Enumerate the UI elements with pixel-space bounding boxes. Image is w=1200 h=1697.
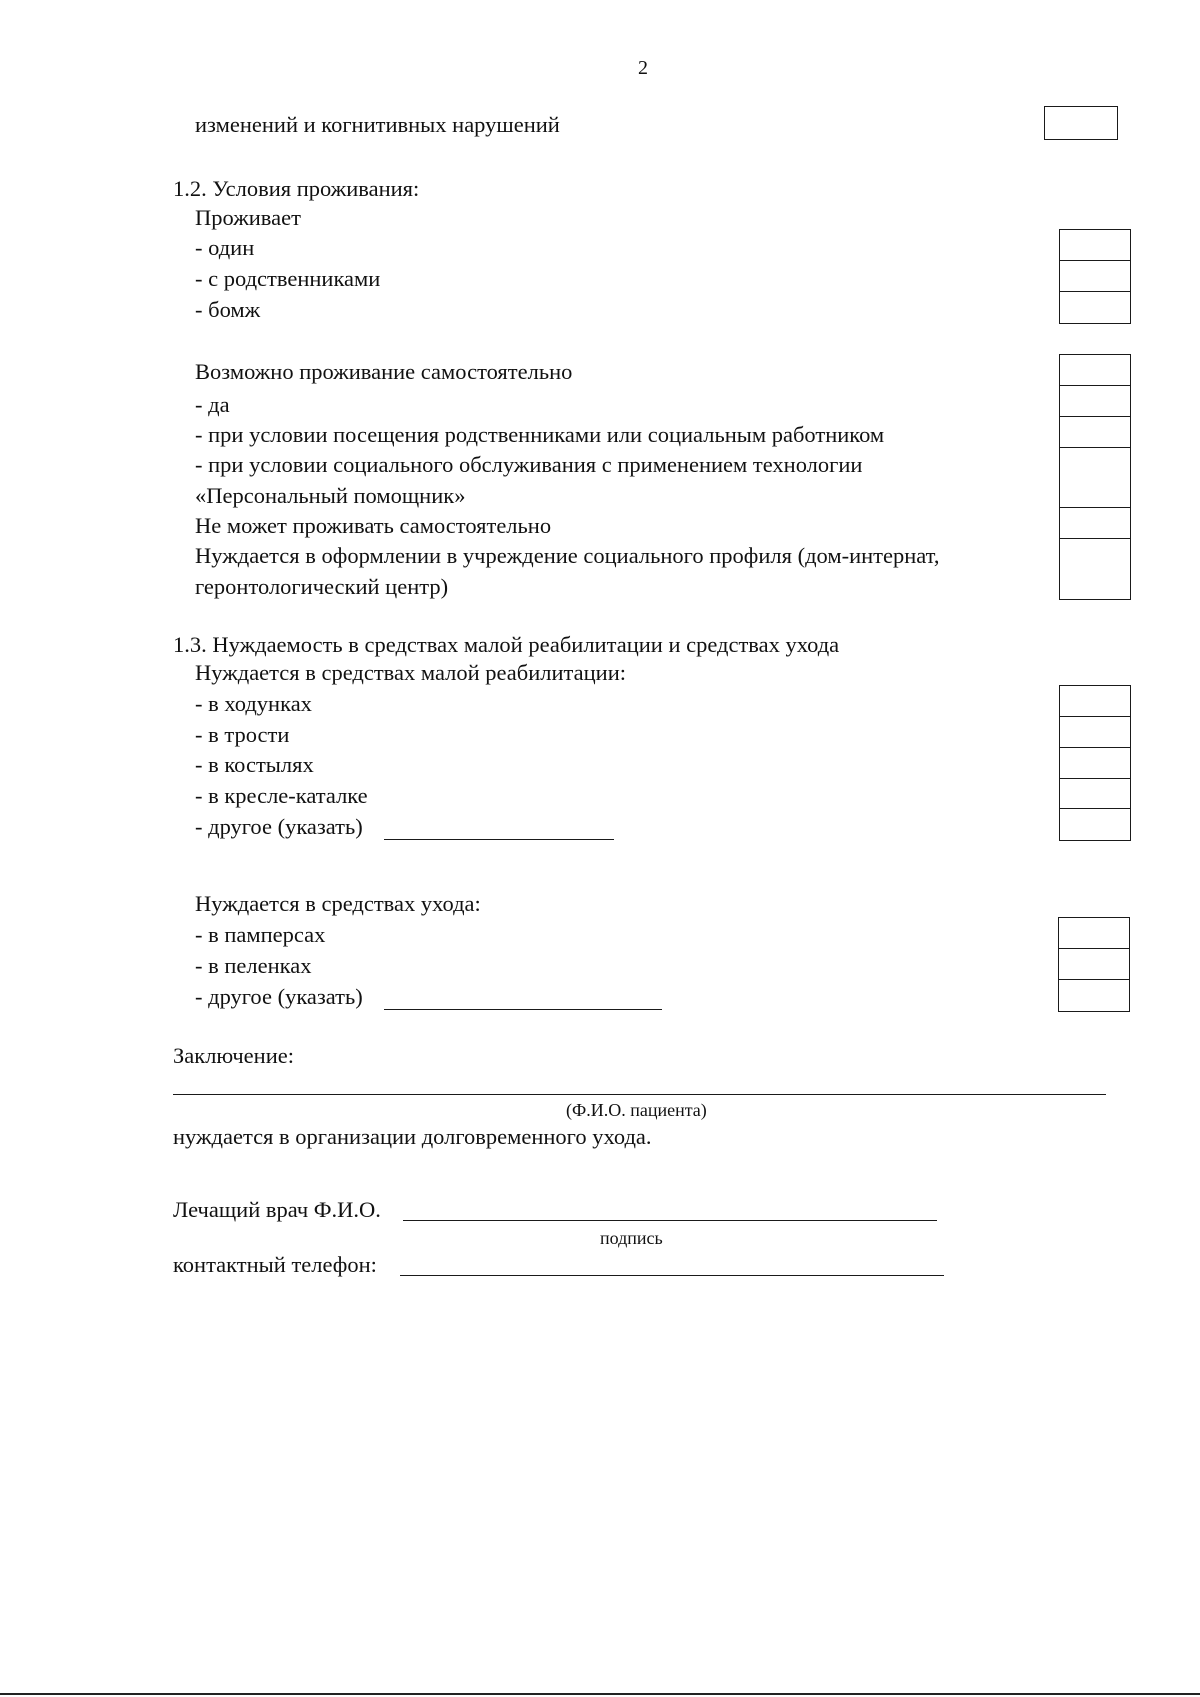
conclusion-label: Заключение: <box>173 1043 294 1068</box>
patient-name-caption: (Ф.И.О. пациента) <box>566 1100 707 1120</box>
lives-checkbox-homeless[interactable] <box>1060 292 1130 322</box>
self-option-cannot: Не может проживать самостоятельно <box>195 513 552 538</box>
care-checkbox-diapers[interactable] <box>1059 918 1129 949</box>
lives-option-homeless: - бомж <box>195 297 261 322</box>
self-option-visits: - при условии посещения родственниками или социальным работником <box>195 422 885 447</box>
self-checkbox-institution[interactable] <box>1060 539 1130 598</box>
section-1-3-heading: 1.3. Нуждаемость в средствах малой реабилитации и средствах ухода <box>173 632 840 657</box>
intro-checkbox[interactable] <box>1044 106 1118 140</box>
intro-text: изменений и когнитивных нарушений <box>195 112 560 137</box>
doctor-name-input-line[interactable] <box>403 1220 937 1221</box>
signature-caption: подпись <box>600 1228 663 1248</box>
doctor-label: Лечащий врач Ф.И.О. <box>173 1197 381 1222</box>
self-checkbox-cannot[interactable] <box>1060 508 1130 539</box>
phone-input-line[interactable] <box>400 1275 944 1276</box>
care-option-diapers: - в памперсах <box>195 922 326 947</box>
rehab-checkbox-table <box>1059 685 1131 841</box>
care-checkbox-other[interactable] <box>1059 980 1129 1010</box>
self-checkbox-header[interactable] <box>1060 355 1130 386</box>
rehab-option-walker: - в ходунках <box>195 691 312 716</box>
self-option-social-service: - при условии социального обслуживания с применением технологии <box>195 452 863 477</box>
section-1-2-heading: 1.2. Условия проживания: <box>173 176 420 201</box>
self-checkbox-social-service[interactable] <box>1060 448 1130 508</box>
rehab-checkbox-crutches[interactable] <box>1060 748 1130 779</box>
phone-label: контактный телефон: <box>173 1252 377 1277</box>
rehab-checkbox-walker[interactable] <box>1060 686 1130 717</box>
rehab-option-other: - другое (указать) <box>195 814 363 839</box>
patient-name-input-line[interactable] <box>173 1094 1106 1095</box>
lives-option-alone: - один <box>195 235 255 260</box>
lives-checkbox-table <box>1059 229 1131 324</box>
care-option-other: - другое (указать) <box>195 984 363 1009</box>
self-living-checkbox-table <box>1059 354 1131 600</box>
self-option-social-service-cont: «Персональный помощник» <box>195 483 466 508</box>
lives-checkbox-alone[interactable] <box>1060 230 1130 261</box>
rehab-other-input-line[interactable] <box>384 839 614 840</box>
care-option-sheets: - в пеленках <box>195 953 312 978</box>
self-option-institution: Нуждается в оформлении в учреждение социального профиля (дом-интернат, <box>195 543 940 568</box>
rehab-checkbox-wheelchair[interactable] <box>1060 779 1130 809</box>
self-checkbox-yes[interactable] <box>1060 386 1130 417</box>
page-bottom-edge <box>0 1693 1200 1695</box>
rehab-option-crutches: - в костылях <box>195 752 314 777</box>
rehab-label: Нуждается в средствах малой реабилитации: <box>195 660 627 685</box>
care-checkbox-sheets[interactable] <box>1059 949 1129 980</box>
page-number: 2 <box>638 57 648 79</box>
self-option-institution-cont: геронтологический центр) <box>195 574 449 599</box>
rehab-checkbox-other[interactable] <box>1060 809 1130 839</box>
self-option-yes: - да <box>195 392 230 417</box>
lives-label: Проживает <box>195 205 301 230</box>
rehab-option-wheelchair: - в кресле-каталке <box>195 783 368 808</box>
care-checkbox-table <box>1058 917 1130 1012</box>
conclusion-statement: нуждается в организации долговременного ухода. <box>173 1124 652 1149</box>
self-checkbox-visits[interactable] <box>1060 417 1130 448</box>
lives-option-relatives: - с родственниками <box>195 266 381 291</box>
care-other-input-line[interactable] <box>384 1009 662 1010</box>
lives-checkbox-relatives[interactable] <box>1060 261 1130 292</box>
rehab-checkbox-cane[interactable] <box>1060 717 1130 748</box>
care-label: Нуждается в средствах ухода: <box>195 891 481 916</box>
rehab-option-cane: - в трости <box>195 722 290 747</box>
self-living-label: Возможно проживание самостоятельно <box>195 359 573 384</box>
